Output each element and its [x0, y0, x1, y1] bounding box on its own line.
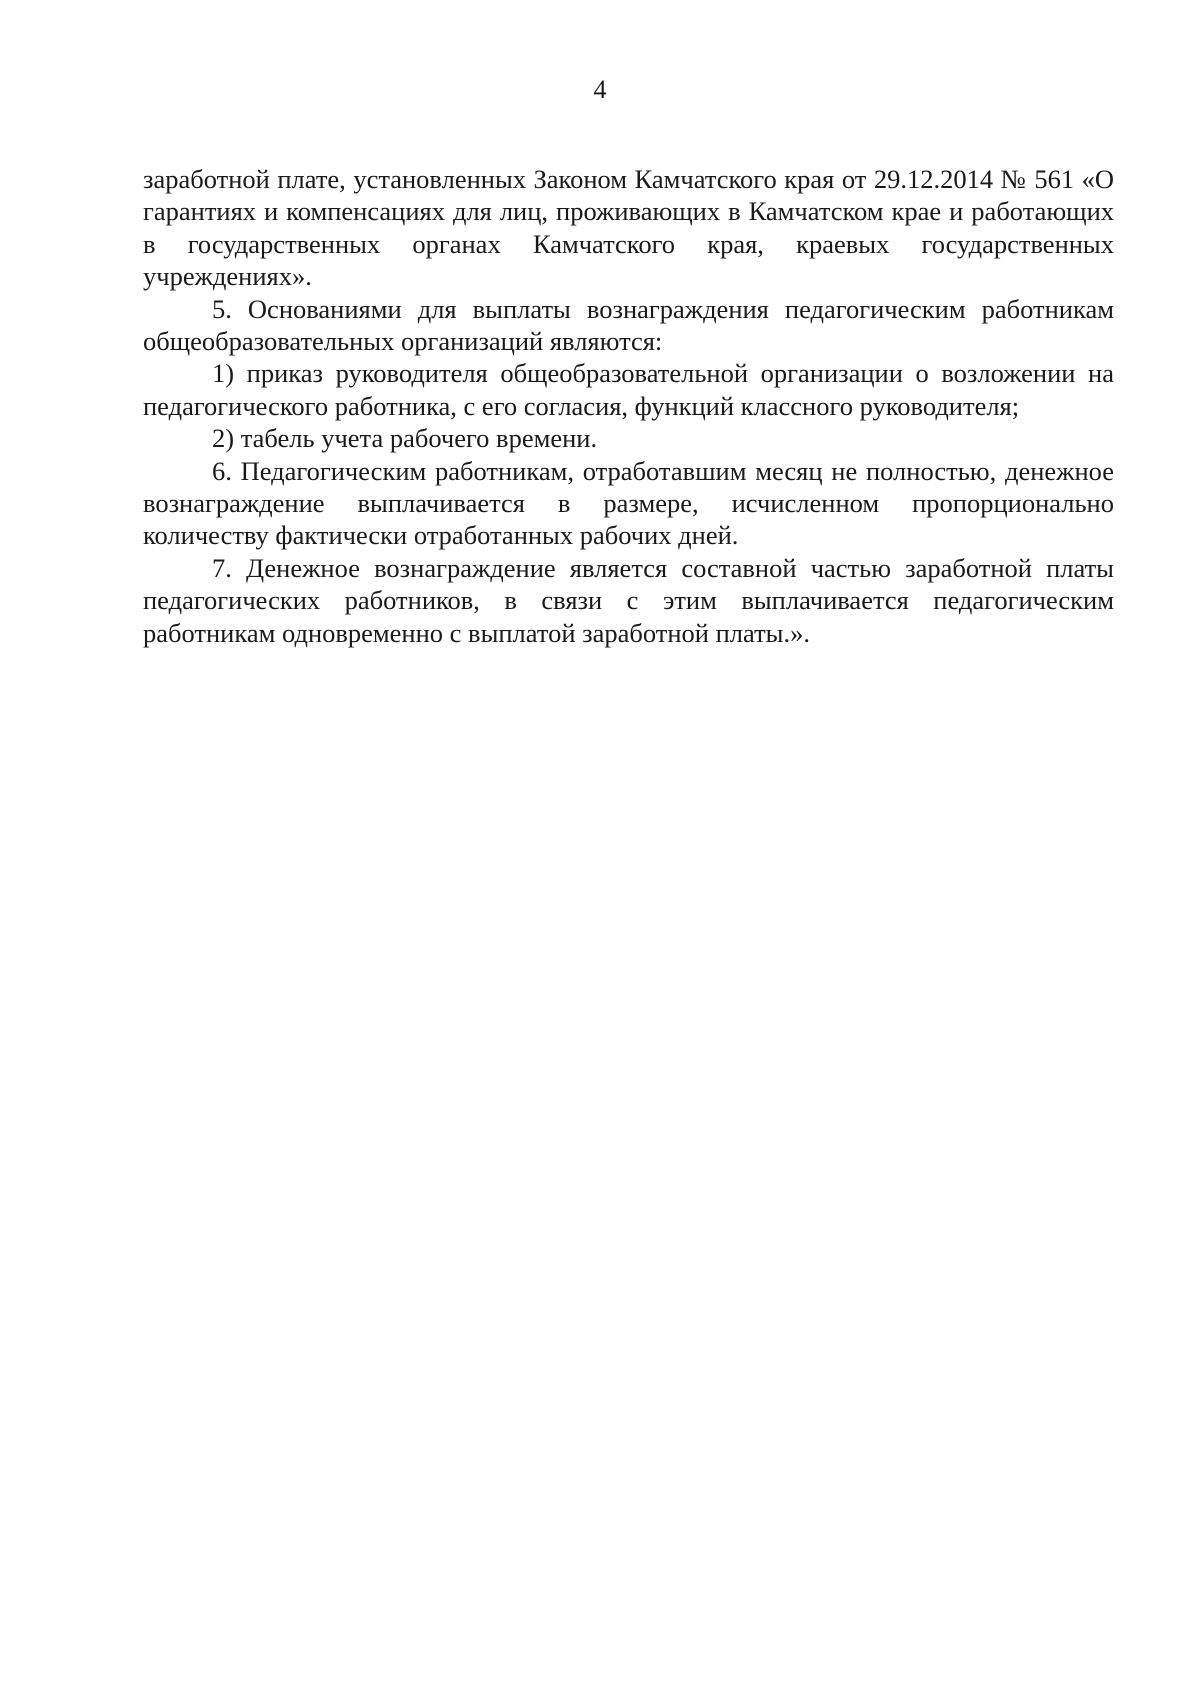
paragraph-item-7: 7. Денежное вознаграждение является составной частью заработной платы педагогических работников, в связи с этим выплачивается педагогическим работникам одновременно с выплатой заработной платы.». [143, 552, 1114, 648]
paragraph-item-5: 5. Основаниями для выплаты вознаграждения педагогическим работникам общеобразовательных организаций являются: [143, 293, 1114, 357]
paragraph-subitem-2: 2) табель учета рабочего времени. [212, 423, 598, 454]
paragraph-continuation: заработной плате, установленных Законом Камчатского края от 29.12.2014 № 561 «О гарантиях и компенсациях для лиц, проживающих в Камчатском крае и работающих в государственных органах Камчатского края, краевых государственных учреждениях». [143, 164, 1114, 292]
paragraph-subitem-1: 1) приказ руководителя общеобразовательной организации о возложении на педагогического работника, с его согласия, функций классного руководителя; [143, 358, 1114, 421]
paragraph-item-6: 6. Педагогическим работникам, отработавшим месяц не полностью, денежное вознаграждение выплачивается в размере, исчисленном пропорционально количеству фактически отработанных рабочих дней. [143, 455, 1114, 551]
page-number: 4 [593, 75, 607, 104]
document-body [143, 163, 1114, 649]
